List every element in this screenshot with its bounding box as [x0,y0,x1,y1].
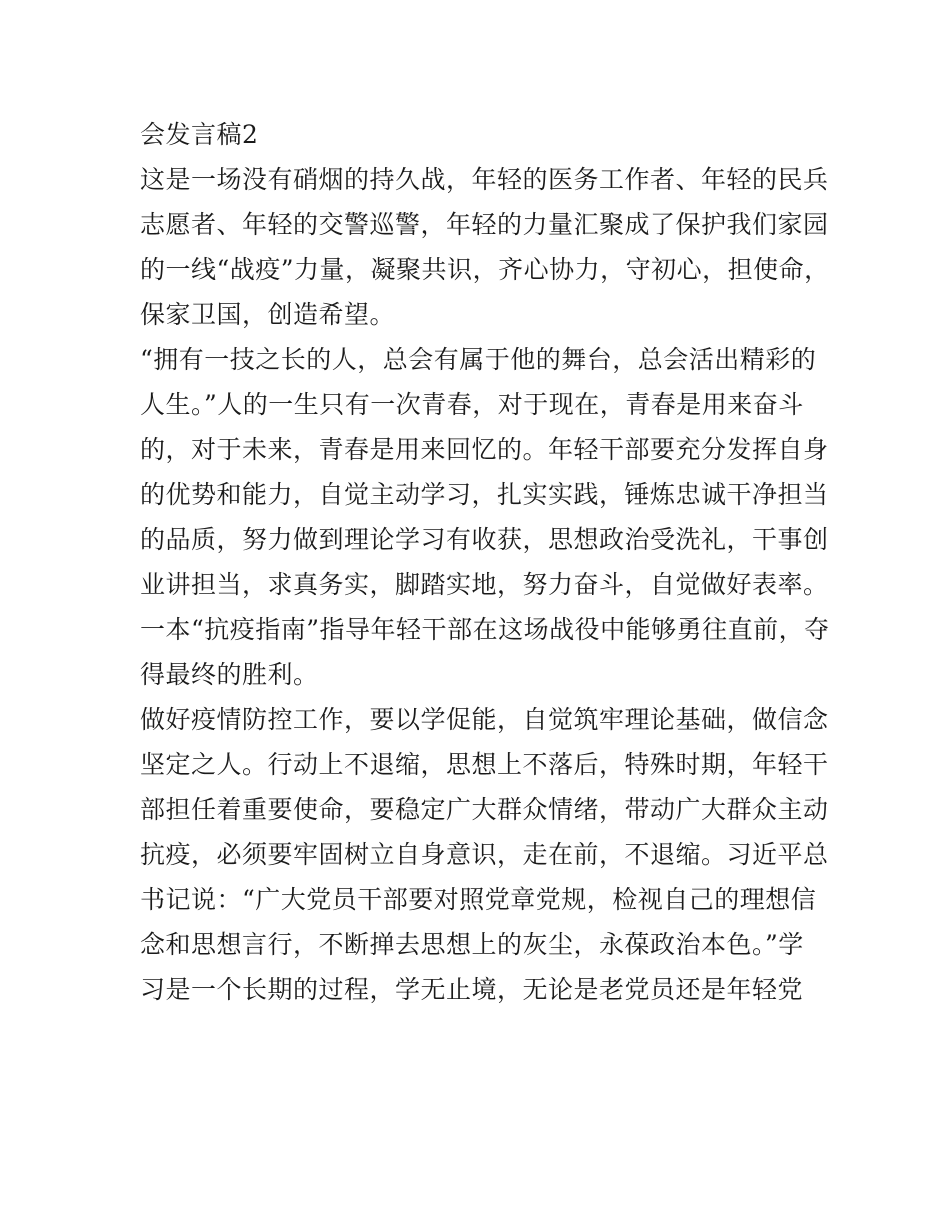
paragraph-line: 保家卫国，创造希望。 [140,300,396,329]
paragraph-line: 习是一个长期的过程，学无止境，无论是老党员还是年轻党 [140,975,804,1004]
paragraph-line: 业讲担当，求真务实，脚踏实地，努力奋斗，自觉做好表率。 [140,570,829,599]
paragraph-line: 的品质，努力做到理论学习有收获，思想政治受洗礼，干事创 [140,525,829,554]
paragraph-line: 的一线“战疫”力量，凝聚共识，齐心协力，守初心，担使命， [140,255,830,284]
paragraph-line: 的，对于未来，青春是用来回忆的。年轻干部要充分发挥自身 [140,435,829,464]
paragraph-line: 抗疫，必须要牢固树立自身意识，走在前，不退缩。习近平总 [140,840,829,869]
paragraph-line: 得最终的胜利。 [140,660,319,689]
document-body [140,112,830,1012]
paragraph-line: 坚定之人。行动上不退缩，思想上不落后，特殊时期，年轻干 [140,750,829,779]
paragraph-line: 做好疫情防控工作，要以学促能，自觉筑牢理论基础，做信念 [140,705,829,734]
paragraph-line: 念和思想言行，不断掸去思想上的灰尘，永葆政治本色。”学 [140,930,804,959]
paragraph-line: 志愿者、年轻的交警巡警，年轻的力量汇聚成了保护我们家园 [140,210,829,239]
paragraph-line: 一本“抗疫指南”指导年轻干部在这场战役中能够勇往直前，夺 [140,615,830,644]
paragraph-line: 人生。”人的一生只有一次青春，对于现在，青春是用来奋斗 [140,390,804,419]
paragraph-line: 书记说：“广大党员干部要对照党章党规，检视自己的理想信 [140,885,817,914]
paragraph-line: 部担任着重要使命，要稳定广大群众情绪，带动广大群众主动 [140,795,829,824]
paragraph-line: 这是一场没有硝烟的持久战，年轻的医务工作者、年轻的民兵 [140,165,829,194]
paragraph-line: “拥有一技之长的人，总会有属于他的舞台，总会活出精彩的 [140,345,817,374]
paragraph-line: 的优势和能力，自觉主动学习，扎实实践，锤炼忠诚干净担当 [140,480,829,509]
document-title: 会发言稿2 [140,120,259,149]
